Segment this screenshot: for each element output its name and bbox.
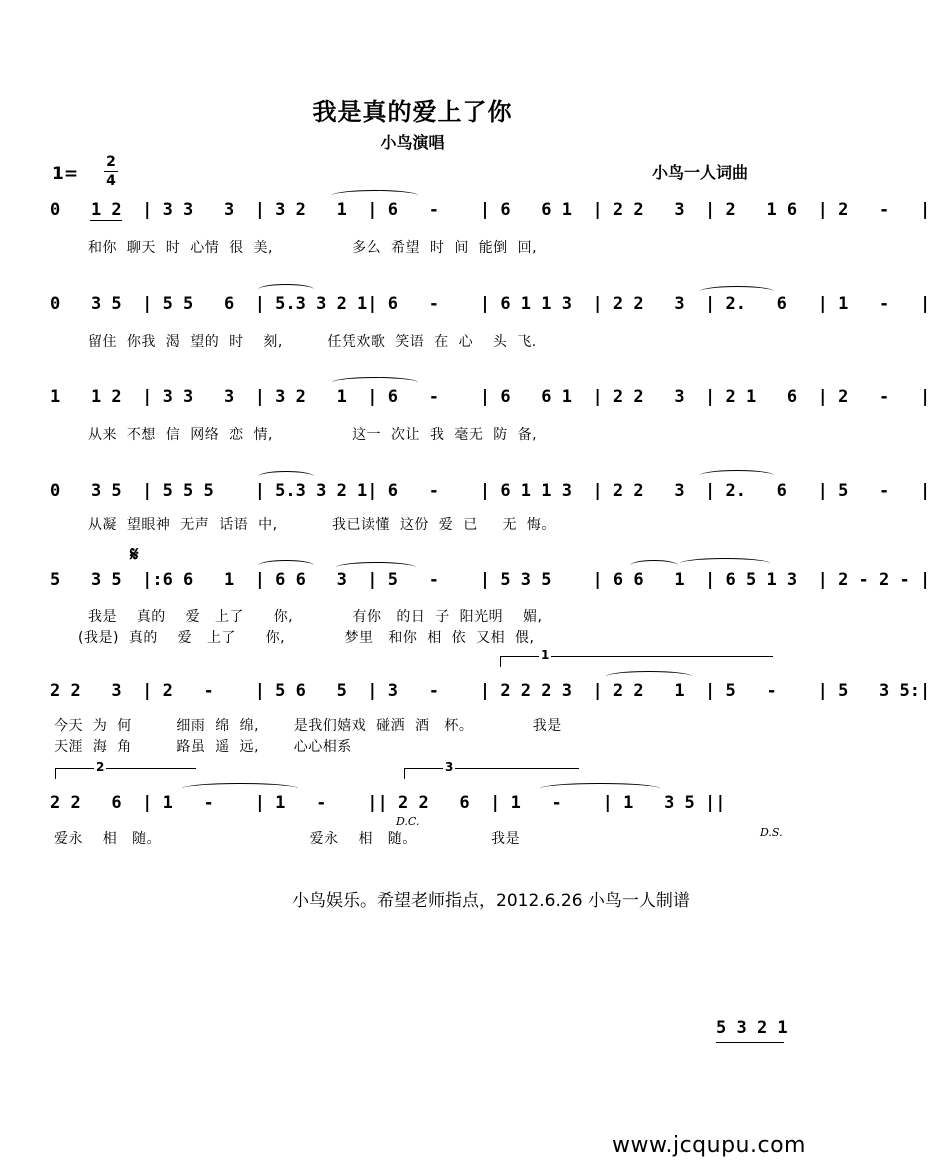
lyric-line-5b: (我是) 真的 爱 上了 你, 梦里 和你 相 依 又相 偎, [78, 630, 535, 646]
tie-mark [700, 470, 774, 481]
dal-segno-mark: D.S. [760, 826, 783, 839]
notation-line-2: 0 3 5 | 5 5 6 | 5.3 3 2 1| 6 - | 6 1 1 3 | 2 2 3 | 2. 6 | 1 - | [50, 294, 930, 314]
notation-line-4: 0 3 5 | 5 5 5 | 5.3 3 2 1| 6 - | 6 1 1 3 | 2 2 3 | 2. 6 | 5 - | [50, 481, 930, 501]
lyric-line-3: 从来 不想 信 网络 恋 情, 这一 次让 我 毫无 防 备, [88, 427, 538, 443]
second-ending-number: 2 [96, 760, 105, 774]
time-signature [104, 154, 118, 189]
tie-mark [332, 377, 418, 388]
lyric-line-6a: 今天 为 何 细雨 绵 绵, 是我们嬉戏 碰洒 酒 杯。 我是 [54, 718, 562, 734]
notation-line-5: 5 3 5 |:6 6 1 | 6 6 3 | 5 - | 5 3 5 | 6 6 1 | 6 5 1 3 | 2 - 2 - | [50, 570, 930, 590]
tie-mark [540, 783, 660, 794]
watermark-text: www.jcqupu.com [612, 1133, 806, 1158]
tie-mark [606, 671, 692, 682]
score-title: 我是真的爱上了你 [312, 97, 513, 126]
slur-mark [258, 284, 314, 295]
third-ending-number: 3 [445, 760, 454, 774]
tie-mark [700, 286, 774, 297]
segno-sign: 𝄋 [130, 542, 139, 566]
lyric-line-1: 和你 聊天 时 心情 很 美, 多么 希望 时 间 能倒 回, [88, 240, 538, 256]
slur-mark [258, 471, 314, 482]
composer-credit: 小鸟一人词曲 [652, 163, 749, 182]
first-ending-number: 1 [541, 648, 550, 662]
tie-mark [182, 783, 298, 794]
da-capo-mark: D.C. [396, 815, 420, 828]
lyric-line-6b: 天涯 海 角 路虽 遥 远, 心心相系 [54, 739, 352, 755]
footer-notes: 5 3 2 1 [716, 1018, 788, 1038]
first-ending-bracket [500, 648, 773, 667]
lyric-line-7: 爱永 相 随。 爱永 相 随。 我是 [54, 831, 521, 847]
notation-line-6: 2 2 3 | 2 - | 5 6 5 | 3 - | 2 2 2 3 | 2 2 1 | 5 - | 5 3 5:| [50, 681, 930, 701]
beam-mark [90, 220, 122, 221]
notation-line-3: 1 1 2 | 3 3 3 | 3 2 1 | 6 - | 6 6 1 | 2 2 3 | 2 1 6 | 2 - | [50, 387, 930, 407]
lyric-line-2: 留住 你我 渴 望的 时 刻, 任凭欢歌 笑语 在 心 头 飞. [88, 334, 537, 350]
third-ending-bracket [404, 760, 579, 779]
tie-mark [336, 562, 416, 573]
lyric-line-5a: 我是 真的 爱 上了 你, 有你 的日 子 阳光明 媚, [88, 609, 543, 625]
tie-mark [332, 190, 418, 201]
lyric-line-4: 从凝 望眼神 无声 话语 中, 我已读懂 这份 爱 已 无 悔。 [88, 517, 556, 533]
slur-mark [258, 560, 314, 571]
slur-mark [630, 560, 678, 571]
beam-mark [716, 1042, 784, 1043]
time-signature-top: 2 [106, 154, 116, 170]
key-signature: 1= [52, 164, 79, 184]
performer-subtitle: 小鸟演唱 [380, 133, 445, 152]
tie-mark [680, 558, 770, 569]
footer-credit: 小鸟娱乐。希望老师指点，2012.6.26 小鸟一人制谱 [292, 891, 690, 911]
notation-line-7: 2 2 6 | 1 - | 1 - || 2 2 6 | 1 - | 1 3 5 || [50, 793, 726, 813]
time-signature-bottom: 4 [106, 173, 116, 189]
notation-line-1: 0 1 2 | 3 3 3 | 3 2 1 | 6 - | 6 6 1 | 2 2 3 | 2 1 6 | 2 - | [50, 200, 930, 220]
second-ending-bracket [55, 760, 196, 779]
